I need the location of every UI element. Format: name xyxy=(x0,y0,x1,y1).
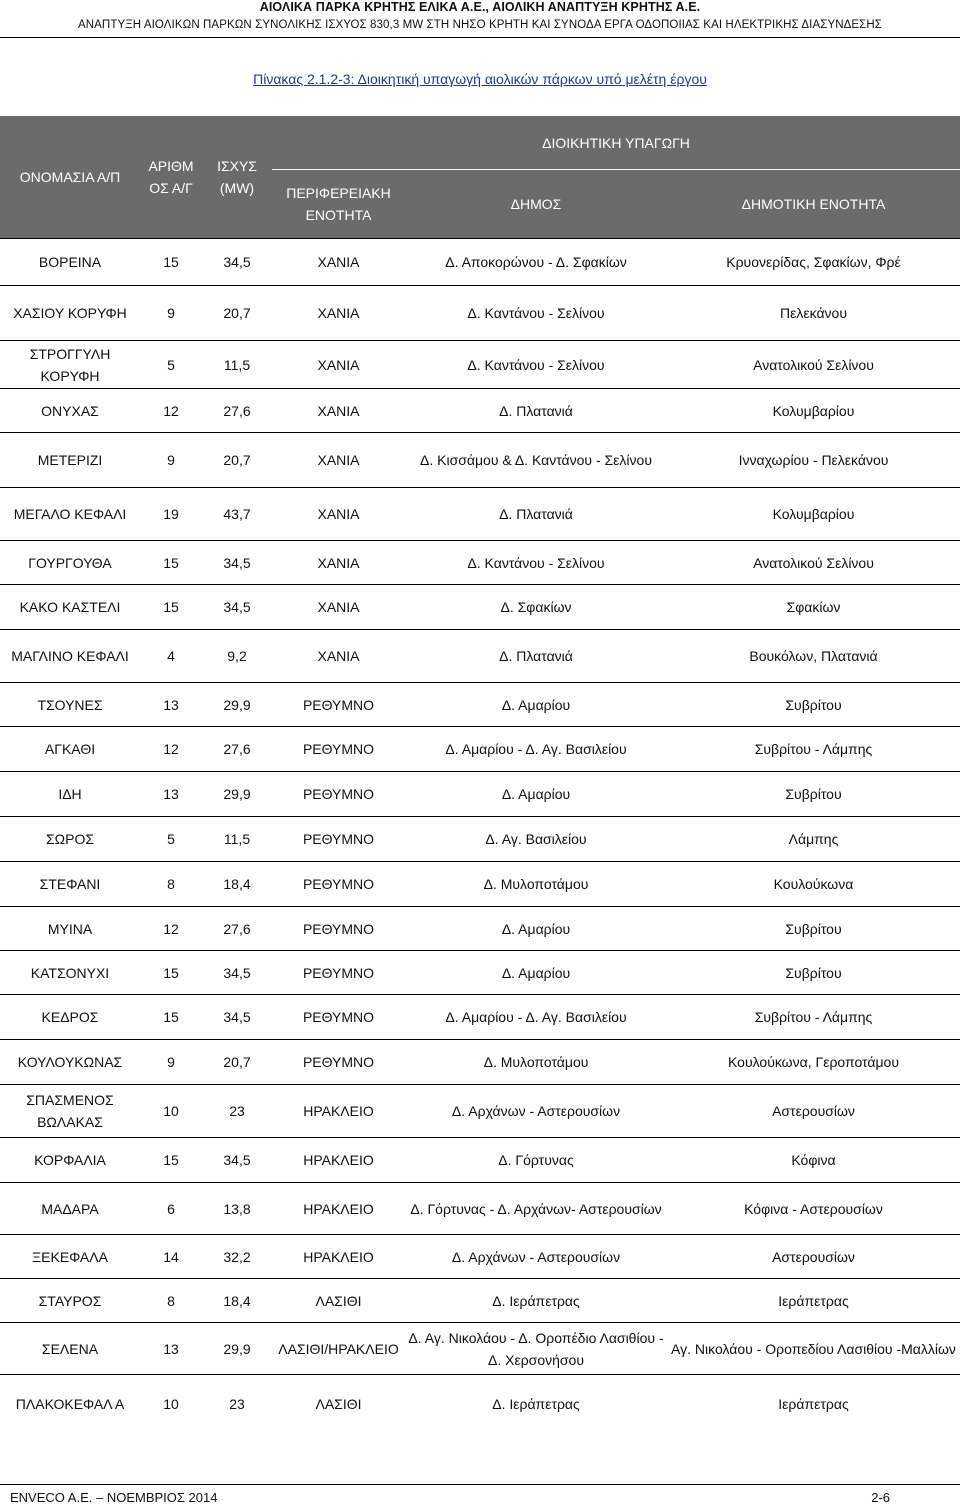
cell-power: 23 xyxy=(202,1375,272,1433)
document-footer xyxy=(0,1484,960,1506)
cell-unit: Συβρίτου - Λάμπης xyxy=(667,995,960,1040)
cell-unit: Κόφινα xyxy=(667,1138,960,1183)
cell-name: ΚΕΔΡΟΣ xyxy=(0,995,140,1040)
cell-municipality: Δ. Κισσάμου & Δ. Καντάνου - Σελίνου xyxy=(405,433,667,488)
wind-parks-table xyxy=(0,116,960,1433)
cell-count: 9 xyxy=(140,286,202,341)
cell-name: ΑΓΚΑΘΙ xyxy=(0,727,140,772)
table-row xyxy=(0,488,960,541)
cell-unit: Κολυμβαρίου xyxy=(667,488,960,541)
cell-name: ΜΥΙΝΑ xyxy=(0,907,140,951)
table-row xyxy=(0,1040,960,1085)
cell-name: ΜΑΓΛΙΝΟ ΚΕΦΑΛΙ xyxy=(0,630,140,683)
cell-name: ΚΑΤΣΟΝΥΧΙ xyxy=(0,951,140,995)
cell-region: ΧΑΝΙΑ xyxy=(272,585,405,630)
cell-municipality: Δ. Καντάνου - Σελίνου xyxy=(405,341,667,389)
cell-power: 13,8 xyxy=(202,1183,272,1235)
cell-name: ΞΕΚΕΦΑΛΑ xyxy=(0,1235,140,1279)
cell-municipality: Δ. Αμαρίου xyxy=(405,683,667,727)
cell-power: 27,6 xyxy=(202,389,272,433)
cell-power: 34,5 xyxy=(202,239,272,286)
cell-region: ΗΡΑΚΛΕΙΟ xyxy=(272,1235,405,1279)
cell-municipality: Δ. Αρχάνων - Αστερουσίων xyxy=(405,1085,667,1138)
cell-name: ΧΑΣΙΟΥ ΚΟΡΥΦΗ xyxy=(0,286,140,341)
cell-unit: Κουλούκωνα, Γεροποτάμου xyxy=(667,1040,960,1085)
cell-region: ΡΕΘΥΜΝΟ xyxy=(272,772,405,817)
cell-name: ΒΟΡΕΙΝΑ xyxy=(0,239,140,286)
cell-name: ΓΟΥΡΓΟΥΘΑ xyxy=(0,541,140,585)
cell-count: 15 xyxy=(140,541,202,585)
cell-region: ΧΑΝΙΑ xyxy=(272,488,405,541)
cell-municipality: Δ. Πλατανιά xyxy=(405,488,667,541)
table-caption: Πίνακας 2.1.2-3: Διοικητική υπαγωγή αιολικών πάρκων υπό μελέτη έργου xyxy=(253,71,707,87)
cell-name: ΚΟΥΛΟΥΚΩΝΑΣ xyxy=(0,1040,140,1085)
cell-name: ΣΩΡΟΣ xyxy=(0,817,140,862)
cell-unit: Ιεράπετρας xyxy=(667,1279,960,1323)
cell-region: ΧΑΝΙΑ xyxy=(272,541,405,585)
document-header xyxy=(0,0,960,40)
cell-name: ΣΤΑΥΡΟΣ xyxy=(0,1279,140,1323)
cell-unit: Πελεκάνου xyxy=(667,286,960,341)
cell-power: 27,6 xyxy=(202,907,272,951)
footer-rule xyxy=(0,1484,960,1485)
cell-power: 34,5 xyxy=(202,951,272,995)
cell-count: 9 xyxy=(140,1040,202,1085)
table-row xyxy=(0,1279,960,1323)
cell-count: 4 xyxy=(140,630,202,683)
cell-municipality: Δ. Αμαρίου - Δ. Αγ. Βασιλείου xyxy=(405,727,667,772)
cell-unit: Συβρίτου xyxy=(667,683,960,727)
cell-count: 13 xyxy=(140,683,202,727)
cell-count: 15 xyxy=(140,239,202,286)
cell-count: 9 xyxy=(140,433,202,488)
cell-count: 12 xyxy=(140,907,202,951)
column-header-region: ΠΕΡΙΦΕΡΕΙΑΚΗ ΕΝΟΤΗΤΑ xyxy=(272,170,405,239)
table-row xyxy=(0,907,960,951)
cell-power: 11,5 xyxy=(202,341,272,389)
cell-municipality: Δ. Μυλοποτάμου xyxy=(405,862,667,907)
cell-region: ΡΕΘΥΜΝΟ xyxy=(272,727,405,772)
column-header-power: ΙΣΧΥΣ (MW) xyxy=(202,116,272,239)
cell-count: 10 xyxy=(140,1375,202,1433)
cell-region: ΧΑΝΙΑ xyxy=(272,239,405,286)
table-row xyxy=(0,341,960,389)
cell-unit: Αστερουσίων xyxy=(667,1085,960,1138)
cell-power: 29,9 xyxy=(202,772,272,817)
cell-unit: Ιεράπετρας xyxy=(667,1375,960,1433)
table-row xyxy=(0,772,960,817)
table-row xyxy=(0,433,960,488)
cell-count: 19 xyxy=(140,488,202,541)
column-header-name: ΟΝΟΜΑΣΙΑ Α/Π xyxy=(0,116,140,239)
cell-count: 5 xyxy=(140,817,202,862)
cell-municipality: Δ. Γόρτυνας xyxy=(405,1138,667,1183)
cell-power: 18,4 xyxy=(202,862,272,907)
cell-region: ΛΑΣΙΘΙ/ΗΡΑΚΛΕΙΟ xyxy=(272,1323,405,1375)
cell-municipality: Δ. Αμαρίου - Δ. Αγ. Βασιλείου xyxy=(405,995,667,1040)
cell-unit: Συβρίτου xyxy=(667,907,960,951)
cell-count: 12 xyxy=(140,389,202,433)
table-row xyxy=(0,1183,960,1235)
cell-unit: Σφακίων xyxy=(667,585,960,630)
cell-region: ΡΕΘΥΜΝΟ xyxy=(272,862,405,907)
cell-region: ΧΑΝΙΑ xyxy=(272,341,405,389)
cell-municipality: Δ. Αγ. Νικολάου - Δ. Οροπέδιο Λασιθίου - Δ. Χερσονήσου xyxy=(405,1323,667,1375)
cell-municipality: Δ. Πλατανιά xyxy=(405,389,667,433)
table-row xyxy=(0,727,960,772)
cell-name: ΚΑΚΟ ΚΑΣΤΕΛΙ xyxy=(0,585,140,630)
cell-region: ΧΑΝΙΑ xyxy=(272,389,405,433)
table-row xyxy=(0,585,960,630)
table-row xyxy=(0,1375,960,1433)
cell-name: ΟΝΥΧΑΣ xyxy=(0,389,140,433)
cell-unit: Ινναχωρίου - Πελεκάνου xyxy=(667,433,960,488)
cell-count: 5 xyxy=(140,341,202,389)
cell-power: 20,7 xyxy=(202,286,272,341)
cell-name: ΤΣΟΥΝΕΣ xyxy=(0,683,140,727)
cell-region: ΗΡΑΚΛΕΙΟ xyxy=(272,1138,405,1183)
cell-unit: Συβρίτου xyxy=(667,951,960,995)
cell-region: ΧΑΝΙΑ xyxy=(272,630,405,683)
cell-power: 34,5 xyxy=(202,995,272,1040)
cell-region: ΡΕΘΥΜΝΟ xyxy=(272,683,405,727)
cell-name: ΚΟΡΦΑΛΙΑ xyxy=(0,1138,140,1183)
cell-region: ΧΑΝΙΑ xyxy=(272,433,405,488)
cell-municipality: Δ. Καντάνου - Σελίνου xyxy=(405,286,667,341)
cell-unit: Βουκόλων, Πλατανιά xyxy=(667,630,960,683)
cell-name: ΣΕΛΕΝΑ xyxy=(0,1323,140,1375)
table-row xyxy=(0,817,960,862)
cell-municipality: Δ. Αρχάνων - Αστερουσίων xyxy=(405,1235,667,1279)
cell-region: ΛΑΣΙΘΙ xyxy=(272,1279,405,1323)
cell-unit: Κολυμβαρίου xyxy=(667,389,960,433)
column-header-admin: ΔΙΟΙΚΗΤΙΚΗ ΥΠΑΓΩΓΗ xyxy=(272,116,960,170)
cell-count: 13 xyxy=(140,772,202,817)
header-rule xyxy=(0,37,960,38)
cell-name: ΜΕΤΕΡΙΖΙ xyxy=(0,433,140,488)
cell-power: 32,2 xyxy=(202,1235,272,1279)
cell-name: ΙΔΗ xyxy=(0,772,140,817)
header-title: ΑΙΟΛΙΚΑ ΠΑΡΚΑ ΚΡΗΤΗΣ ΕΛΙΚΑ Α.Ε., ΑΙΟΛΙΚΗ ΑΝΑΠΤΥΞΗ ΚΡΗΤΗΣ Α.Ε. xyxy=(259,0,701,14)
cell-power: 34,5 xyxy=(202,541,272,585)
cell-unit: Ανατολικού Σελίνου xyxy=(667,541,960,585)
cell-municipality: Δ. Πλατανιά xyxy=(405,630,667,683)
table-row xyxy=(0,1085,960,1138)
cell-unit: Ανατολικού Σελίνου xyxy=(667,341,960,389)
table-row xyxy=(0,683,960,727)
table-row xyxy=(0,286,960,341)
column-header-municipality: ΔΗΜΟΣ xyxy=(405,170,667,239)
cell-count: 15 xyxy=(140,585,202,630)
cell-power: 27,6 xyxy=(202,727,272,772)
cell-unit: Λάμπης xyxy=(667,817,960,862)
cell-count: 10 xyxy=(140,1085,202,1138)
header-subtitle: ΑΝΑΠΤΥΞΗ ΑΙΟΛΙΚΩΝ ΠΑΡΚΩΝ ΣΥΝΟΛΙΚΗΣ ΙΣΧΥΟΣ 830,3 MW ΣΤΗ ΝΗΣΟ ΚΡΗΤΗ ΚΑΙ ΣΥΝΟΔΑ ΕΡΓΑ ΟΔΟΠΟΙΙΑΣ ΚΑΙ ΗΛΕΚΤΡΙΚΗΣ ΔΙΑΣΥΝΔΕΣΗΣ xyxy=(77,19,883,31)
cell-region: ΗΡΑΚΛΕΙΟ xyxy=(272,1183,405,1235)
cell-count: 15 xyxy=(140,951,202,995)
cell-region: ΗΡΑΚΛΕΙΟ xyxy=(272,1085,405,1138)
cell-unit: Κόφινα - Αστερουσίων xyxy=(667,1183,960,1235)
cell-power: 29,9 xyxy=(202,683,272,727)
cell-name: ΣΠΑΣΜΕΝΟΣ ΒΩΛΑΚΑΣ xyxy=(0,1085,140,1138)
cell-municipality: Δ. Αποκορώνου - Δ. Σφακίων xyxy=(405,239,667,286)
column-header-count: ΑΡΙΘΜ ΟΣ Α/Γ xyxy=(140,116,202,239)
cell-municipality: Δ. Ιεράπετρας xyxy=(405,1279,667,1323)
table-row xyxy=(0,951,960,995)
cell-unit: Αγ. Νικολάου - Οροπεδίου Λασιθίου -Μαλλίων xyxy=(667,1323,960,1375)
cell-power: 11,5 xyxy=(202,817,272,862)
cell-count: 12 xyxy=(140,727,202,772)
cell-name: ΣΤΡΟΓΓΥΛΗ ΚΟΡΥΦΗ xyxy=(0,341,140,389)
table-row xyxy=(0,1323,960,1375)
column-header-unit: ΔΗΜΟΤΙΚΗ ΕΝΟΤΗΤΑ xyxy=(667,170,960,239)
cell-municipality: Δ. Ιεράπετρας xyxy=(405,1375,667,1433)
cell-name: ΠΛΑΚΟΚΕΦΑΛ Α xyxy=(0,1375,140,1433)
cell-region: ΡΕΘΥΜΝΟ xyxy=(272,817,405,862)
cell-count: 14 xyxy=(140,1235,202,1279)
cell-power: 23 xyxy=(202,1085,272,1138)
table-row xyxy=(0,630,960,683)
table-row xyxy=(0,862,960,907)
cell-count: 13 xyxy=(140,1323,202,1375)
cell-region: ΧΑΝΙΑ xyxy=(272,286,405,341)
cell-region: ΡΕΘΥΜΝΟ xyxy=(272,951,405,995)
cell-power: 20,7 xyxy=(202,433,272,488)
table-row xyxy=(0,1235,960,1279)
cell-count: 6 xyxy=(140,1183,202,1235)
cell-municipality: Δ. Μυλοποτάμου xyxy=(405,1040,667,1085)
table-row xyxy=(0,995,960,1040)
cell-power: 34,5 xyxy=(202,585,272,630)
footer-page-number: 2-6 xyxy=(871,1490,890,1505)
cell-count: 8 xyxy=(140,1279,202,1323)
table-row xyxy=(0,541,960,585)
table-row xyxy=(0,1138,960,1183)
cell-unit: Συβρίτου xyxy=(667,772,960,817)
table-row xyxy=(0,389,960,433)
cell-municipality: Δ. Αμαρίου xyxy=(405,772,667,817)
cell-unit: Αστερουσίων xyxy=(667,1235,960,1279)
cell-municipality: Δ. Καντάνου - Σελίνου xyxy=(405,541,667,585)
cell-power: 20,7 xyxy=(202,1040,272,1085)
cell-municipality: Δ. Αμαρίου xyxy=(405,907,667,951)
cell-region: ΛΑΣΙΘΙ xyxy=(272,1375,405,1433)
cell-municipality: Δ. Γόρτυνας - Δ. Αρχάνων- Αστερουσίων xyxy=(405,1183,667,1235)
cell-power: 34,5 xyxy=(202,1138,272,1183)
table-body xyxy=(0,239,960,1433)
cell-unit: Κρυονερίδας, Σφακίων, Φρέ xyxy=(667,239,960,286)
cell-count: 8 xyxy=(140,862,202,907)
footer-left: ENVECO A.E. – ΝΟΕΜΒΡΙΟΣ 2014 xyxy=(10,1490,218,1505)
cell-count: 15 xyxy=(140,995,202,1040)
cell-unit: Συβρίτου - Λάμπης xyxy=(667,727,960,772)
cell-municipality: Δ. Αγ. Βασιλείου xyxy=(405,817,667,862)
cell-count: 15 xyxy=(140,1138,202,1183)
cell-region: ΡΕΘΥΜΝΟ xyxy=(272,1040,405,1085)
cell-name: ΜΕΓΑΛΟ ΚΕΦΑΛΙ xyxy=(0,488,140,541)
cell-power: 43,7 xyxy=(202,488,272,541)
cell-municipality: Δ. Σφακίων xyxy=(405,585,667,630)
cell-name: ΣΤΕΦΑΝΙ xyxy=(0,862,140,907)
cell-unit: Κουλούκωνα xyxy=(667,862,960,907)
cell-power: 9,2 xyxy=(202,630,272,683)
cell-power: 18,4 xyxy=(202,1279,272,1323)
cell-region: ΡΕΘΥΜΝΟ xyxy=(272,995,405,1040)
cell-municipality: Δ. Αμαρίου xyxy=(405,951,667,995)
cell-region: ΡΕΘΥΜΝΟ xyxy=(272,907,405,951)
table-row xyxy=(0,239,960,286)
cell-name: ΜΑΔΑΡΑ xyxy=(0,1183,140,1235)
cell-power: 29,9 xyxy=(202,1323,272,1375)
